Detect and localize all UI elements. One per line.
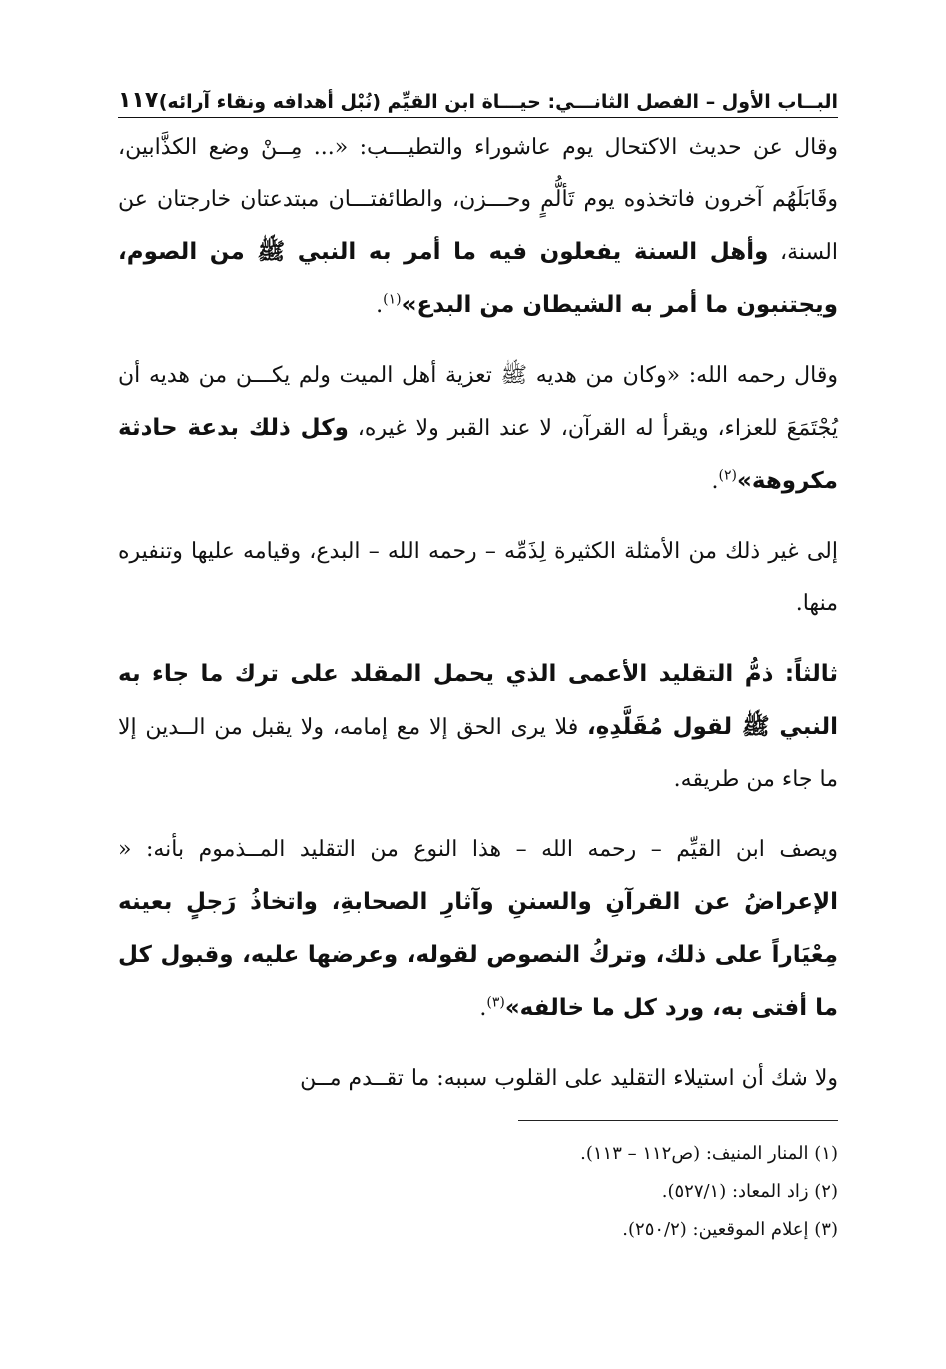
paragraph-3: إلى غير ذلك من الأمثلة الكثيرة لِذَمِّه – رحمه الله – البدع، وقيامه عليها وتنفيره منها. [118,539,838,616]
page-body [118,88,838,1105]
paragraph-2-bold: وكل ذلك بدعة حادثة مكروهة» [118,415,838,494]
paragraph-4-bold: ثالثاً: ذمُّ التقليد الأعمى الذي يحمل المقلد على ترك ما جاء به النبي ﷺ لقول مُقَلَّدِهِ، [118,661,838,740]
paragraph-2 [118,350,838,508]
paragraph-5-end: . [479,996,487,1021]
paragraph-4 [118,648,838,806]
paragraph-4-text: فلا يرى الحق إلا مع إمامه، ولا يقبل من الــدين إلا ما جاء من طريقه. [118,715,838,792]
header-title: البــاب الأول – الفصل الثانـــي: حيـــاة ابن القيِّم (نُبْل أهدافه ونقاء آرائه) [158,91,838,113]
paragraph-1-end: . [376,293,384,318]
paragraph-2-text: وقال رحمه الله: «وكان من هديه ﷺ تعزية أهل الميت ولم يكـــن من هديه أن يُجْتَمَعَ للعزاء، ويقرأ له القرآن، لا عند القبر ولا غيره، [118,363,838,441]
paragraph-1-text: وقال عن حديث الاكتحال يوم عاشوراء والتطيـــب: «... مِــنْ وضع الكذَّابين، وقَابَلَهُم آخرون فاتخذوه يوم تَألُّمٍ وحـــزن، والطائفتـــان مبتدعتان خارجتان عن السنة، [118,135,838,265]
footnote-1: (١) المنار المنيف: (ص١١٢ – ١١٣). [580,1143,838,1164]
page-number: ١١٧ [118,88,159,113]
footnote-ref-3[interactable]: (٣) [486,994,505,1011]
paragraph-6: ولا شك أن استيلاء التقليد على القلوب سببه: ما تقــدم مــن [300,1066,838,1091]
footnote-ref-1[interactable]: (١) [383,291,402,308]
footnote-3: (٣) إعلام الموقعين: (٢٥٠/٢). [622,1219,838,1240]
paragraph-5 [118,824,838,1035]
paragraph-5-text: ويصف ابن القيِّم – رحمه الله – هذا النوع من التقليد المــذموم بأنه: « [118,837,838,862]
footnote-divider [518,1120,838,1121]
paragraph-5-bold: الإعراضُ عن القرآنِ والسننِ وآثارِ الصحابةِ، واتخاذُ رَجلٍ بعينه مِعْيَاراً على ذلك، وتركُ النصوص لقوله، وعرضها عليه، وقبول كل ما أفتى به، ورد كل ما خالفه» [118,889,838,1021]
footnotes [118,1120,838,1249]
footnote-2: (٢) زاد المعاد: (٥٢٧/١). [661,1181,838,1202]
paragraph-1 [118,122,838,332]
paragraph-1-bold: وأهل السنة يفعلون فيه ما أمر به النبي ﷺ من الصوم، ويجتنبون ما أمر به الشيطان من البدع» [118,239,838,318]
running-header [118,88,838,118]
paragraph-2-end: . [711,469,719,494]
footnote-ref-2[interactable]: (٢) [718,467,738,484]
